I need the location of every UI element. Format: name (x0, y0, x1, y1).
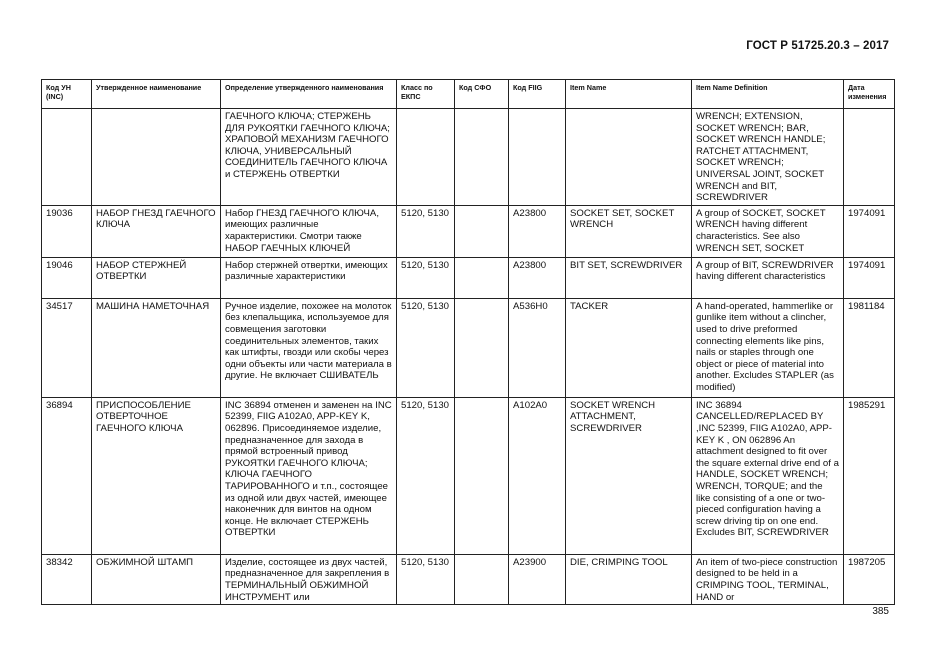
cell-item-definition: A group of BIT, SCREWDRIVER having different characteristics (692, 257, 844, 298)
cell-item-definition: An item of two-piece construction designed to be held in a CRIMPING TOOL, TERMINAL, HAND or (692, 554, 844, 604)
column-header-date: Дата изменения (844, 80, 895, 109)
column-header-item-name: Item Name (566, 80, 692, 109)
cell-fiig: A536H0 (509, 298, 566, 397)
column-header-fiig: Код FIIG (509, 80, 566, 109)
cell-item-definition: A hand-operated, hammerlike or gunlike item without a clincher, used to drive preformed connecting elements like pins, nails or staples through one object or piece of material into another. Excludes STAPLER (as modified) (692, 298, 844, 397)
cell-date: 1974091 (844, 205, 895, 257)
column-header-definition: Определение утвержденного наименования (221, 80, 397, 109)
cell-class (397, 109, 455, 206)
table-row (42, 554, 895, 604)
cell-item-definition: INC 36894 CANCELLED/REPLACED BY ,INC 52399, FIIG A102A0, APP-KEY K , ON 062896 An attachment designed to fit over the square external drive end of a HANDLE, SOCKET WRENCH; WRENCH, TORQUE; and the like consisting of a one or two-pieced configuration having a screw driving tip on one end. Excludes BIT, SCREWDRIVER (692, 397, 844, 554)
cell-item-name: DIE, CRIMPING TOOL (566, 554, 692, 604)
cell-class: 5120, 5130 (397, 397, 455, 554)
table-header-row (42, 80, 895, 109)
cell-code: 36894 (42, 397, 92, 554)
cell-name: МАШИНА НАМЕТОЧНАЯ (92, 298, 221, 397)
cell-name: ОБЖИМНОЙ ШТАМП (92, 554, 221, 604)
cell-fiig: A23800 (509, 205, 566, 257)
cell-fiig: A102A0 (509, 397, 566, 554)
cell-class: 5120, 5130 (397, 298, 455, 397)
cell-item-name: TACKER (566, 298, 692, 397)
table-row (42, 397, 895, 554)
cell-date: 1985291 (844, 397, 895, 554)
cell-code: 19046 (42, 257, 92, 298)
cell-definition: INC 36894 отменен и заменен на INC 52399, FIIG A102A0, APP-KEY K, 062896. Присоединяемое изделие, предназначенное для захода в прямой встроенный привод РУКОЯТКИ ГАЕЧНОГО КЛЮЧА; КЛЮЧА ГАЕЧНОГО ТАРИРОВАННОГО и т.п., состоящее из одной или двух частей, имеющее наконечник для винтов на одном конце. Не включает СТЕРЖЕНЬ ОТВЕРТКИ (221, 397, 397, 554)
cell-sfo (455, 257, 509, 298)
cell-definition: ГАЕЧНОГО КЛЮЧА; СТЕРЖЕНЬ ДЛЯ РУКОЯТКИ ГАЕЧНОГО КЛЮЧА; ХРАПОВОЙ МЕХАНИЗМ ГАЕЧНОГО КЛЮЧА, УНИВЕРСАЛЬНЫЙ СОЕДИНИТЕЛЬ ГАЕЧНОГО КЛЮЧА и СТЕРЖЕНЬ ОТВЕРТКИ (221, 109, 397, 206)
cell-sfo (455, 298, 509, 397)
cell-name: НАБОР ГНЕЗД ГАЕЧНОГО КЛЮЧА (92, 205, 221, 257)
cell-name (92, 109, 221, 206)
column-header-sfo: Код СФО (455, 80, 509, 109)
cell-date (844, 109, 895, 206)
cell-code: 34517 (42, 298, 92, 397)
table-row (42, 109, 895, 206)
cell-sfo (455, 397, 509, 554)
document-standard-header: ГОСТ Р 51725.20.3 – 2017 (746, 40, 889, 52)
cell-date: 1987205 (844, 554, 895, 604)
column-header-code: Код УН (INC) (42, 80, 92, 109)
cell-item-definition: WRENCH; EXTENSION, SOCKET WRENCH; BAR, SOCKET WRENCH HANDLE; RATCHET ATTACHMENT, SOCKET WRENCH; UNIVERSAL JOINT, SOCKET WRENCH and BIT, SCREWDRIVER (692, 109, 844, 206)
cell-class: 5120, 5130 (397, 205, 455, 257)
cell-item-name (566, 109, 692, 206)
cell-item-definition: A group of SOCKET, SOCKET WRENCH having different characteristics. See also WRENCH SET, SOCKET (692, 205, 844, 257)
cell-sfo (455, 554, 509, 604)
cell-code: 38342 (42, 554, 92, 604)
cell-fiig (509, 109, 566, 206)
cell-fiig: A23800 (509, 257, 566, 298)
cell-sfo (455, 109, 509, 206)
cell-definition: Ручное изделие, похожее на молоток без клепальщика, используемое для совмещения заготовки соединительных элементов, таких как штифты, гвозди или скобы через одни объекты или части материала в другие. Не включает СШИВАТЕЛЬ (221, 298, 397, 397)
cell-code: 19036 (42, 205, 92, 257)
cell-item-name: SOCKET SET, SOCKET WRENCH (566, 205, 692, 257)
table-row (42, 298, 895, 397)
cell-class: 5120, 5130 (397, 554, 455, 604)
cell-name: ПРИСПОСОБЛЕНИЕ ОТВЕРТОЧНОЕ ГАЕЧНОГО КЛЮЧА (92, 397, 221, 554)
cell-definition: Набор ГНЕЗД ГАЕЧНОГО КЛЮЧА, имеющих различные характеристики. Смотри также НАБОР ГАЕЧНЫХ КЛЮЧЕЙ (221, 205, 397, 257)
cell-item-name: BIT SET, SCREWDRIVER (566, 257, 692, 298)
cell-date: 1974091 (844, 257, 895, 298)
cell-code (42, 109, 92, 206)
page-number: 385 (872, 606, 889, 617)
nomenclature-table (41, 79, 895, 605)
column-header-name: Утвержденное наименование (92, 80, 221, 109)
cell-date: 1981184 (844, 298, 895, 397)
cell-name: НАБОР СТЕРЖНЕЙ ОТВЕРТКИ (92, 257, 221, 298)
column-header-class: Класс по ЕКПС (397, 80, 455, 109)
cell-item-name: SOCKET WRENCH ATTACHMENT, SCREWDRIVER (566, 397, 692, 554)
cell-definition: Изделие, состоящее из двух частей, предназначенное для закрепления в ТЕРМИНАЛЬНЫЙ ОБЖИМНОЙ ИНСТРУМЕНТ или (221, 554, 397, 604)
cell-sfo (455, 205, 509, 257)
table-row (42, 257, 895, 298)
cell-definition: Набор стержней отвертки, имеющих различные характеристики (221, 257, 397, 298)
column-header-item-definition: Item Name Definition (692, 80, 844, 109)
cell-class: 5120, 5130 (397, 257, 455, 298)
cell-fiig: A23900 (509, 554, 566, 604)
table-row (42, 205, 895, 257)
